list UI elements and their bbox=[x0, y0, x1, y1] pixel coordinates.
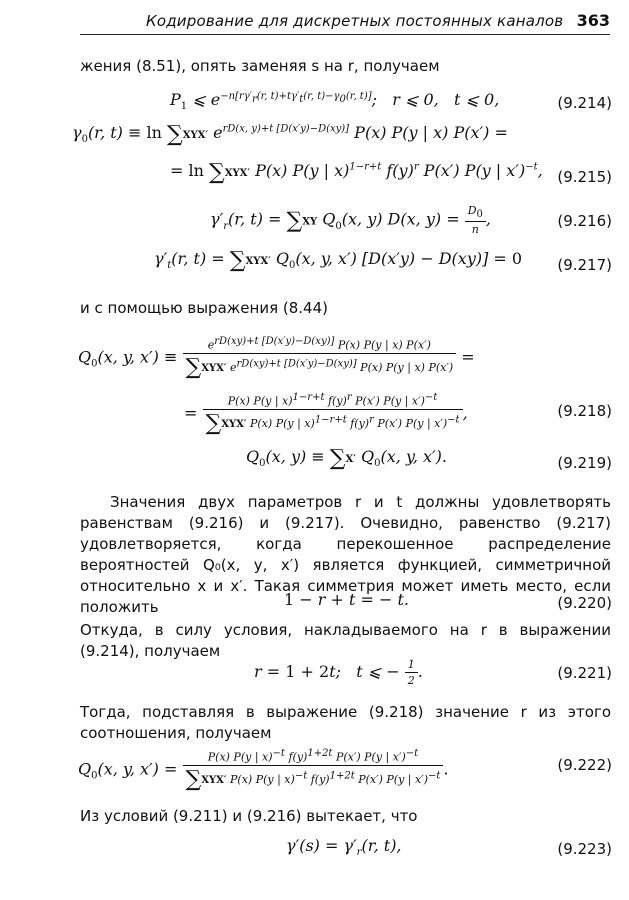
equation-number: (9.219) bbox=[557, 454, 612, 472]
equation-number: (9.217) bbox=[557, 256, 612, 274]
paragraph-6: Из условий (9.211) и (9.216) вытекает, что bbox=[80, 807, 418, 825]
page-number: 363 bbox=[576, 11, 610, 30]
equation-9-220: 1 − r + t = − t. (9.220) bbox=[284, 590, 612, 612]
equation-number: (9.223) bbox=[557, 840, 612, 858]
equation-9-216: $\gamma'_r(r$, t) = ∑XY $Q_0(x$, y) D(x, y) = $\frac{D_0}{n}$ , (9.216) bbox=[210, 204, 612, 237]
equation-9-214: $P_1$ ⩽ $e^{-n[r\gamma'_r(r, t)+t\gamma'_t(r, t)-\gamma_0(r, t)]}$; r ⩽ 0, t ⩽ 0, (9.214) bbox=[170, 90, 612, 113]
equation-9-215-line-1: $\gamma_0(r$, t) ≡ ln ∑XYX′ $e^{rD(x, y)+t [D(x'y)-D(xy)]}$ P(x) P(y | x) P(x′) = bbox=[72, 122, 508, 147]
paragraph-5: Тогда, подставляя в выражение (9.218) значение r из этого соотношения, получаем bbox=[80, 703, 611, 742]
running-title: Кодирование для дискретных постоянных каналов bbox=[146, 12, 564, 30]
running-header bbox=[80, 10, 610, 35]
equation-number: (9.216) bbox=[557, 212, 612, 230]
equation-9-218-line-2: = $\frac{P(x) P(y | x)^{1-r+t} f(y)^r P(x') P(y | x')^{-t}}{\sum XYX' P(x) P(y | x)^{1-r+t} f(y)^r P(x') P(y | x')^{-t}}$ , (9.218) bbox=[184, 392, 612, 436]
equation-9-223: $\gamma'(s) = \gamma'_r(r$, t), (9.223) bbox=[286, 836, 612, 859]
equation-9-221: r = 1 + 2t; t ⩽ − $\frac{1}{2}$ . (9.221) bbox=[254, 658, 612, 687]
paragraph-2: и с помощью выражения (8.44) bbox=[80, 299, 328, 317]
equation-9-215-line-2: = ln ∑XYX′ P(x) P(y | x)$^{1-r+t}$ $f(y)^r$ P(x′) P(y | x′)$^{-t}$, (9.215) bbox=[170, 160, 612, 186]
equation-number: (9.214) bbox=[557, 94, 612, 112]
equation-number: (9.218) bbox=[557, 402, 612, 420]
paragraph-3: Значения двух параметров r и t должны удовлетворять равенствам (9.216) и (9.217). Очевидно, равенство (9.217) удовлетворяется, когда перекошенное распределение вероятностей Q₀(x, y, x′) является функцией, симметричной относительно x и x′. Такая симметрия может иметь место, если положить bbox=[80, 493, 611, 616]
equation-9-217: $\gamma'_t(r$, t) = ∑XYX′ $Q_0(x$, y, x′) [D(x′y) − D(xy)] = 0 (9.217) bbox=[154, 248, 612, 274]
equation-number: (9.220) bbox=[557, 594, 612, 612]
equation-9-218-line-1: $Q_0(x$, y, x′) ≡ $\frac{e^{rD(xy)+t [D(x'y)-D(xy)]} P(x) P(y | x) P(x')}{\sum XYX' e^{rD(xy)+t [D(x'y)-D(xy)]} P(x) P(y | x) P(x')}$ = bbox=[78, 336, 475, 380]
equation-9-222: $Q_0(x$, y, x′) = $\frac{P(x) P(y | x)^{-t} f(y)^{1+2t} P(x') P(y | x')^{-t}}{\sum XYX' P(x) P(y | x)^{-t} f(y)^{1+2t} P(x') P(y | x')^{-t}}$ . (9.222) bbox=[78, 748, 612, 792]
equation-number: (9.215) bbox=[557, 168, 612, 186]
equation-number: (9.221) bbox=[557, 664, 612, 682]
equation-number: (9.222) bbox=[557, 756, 612, 774]
equation-9-219: $Q_0(x$, y) ≡ ∑X′ $Q_0(x$, y, x′). (9.219) bbox=[246, 446, 612, 472]
paragraph-4: Откуда, в силу условия, накладываемого на r в выражении (9.214), получаем bbox=[80, 621, 611, 660]
paragraph-1: жения (8.51), опять заменяя s на r, получаем bbox=[80, 57, 440, 75]
